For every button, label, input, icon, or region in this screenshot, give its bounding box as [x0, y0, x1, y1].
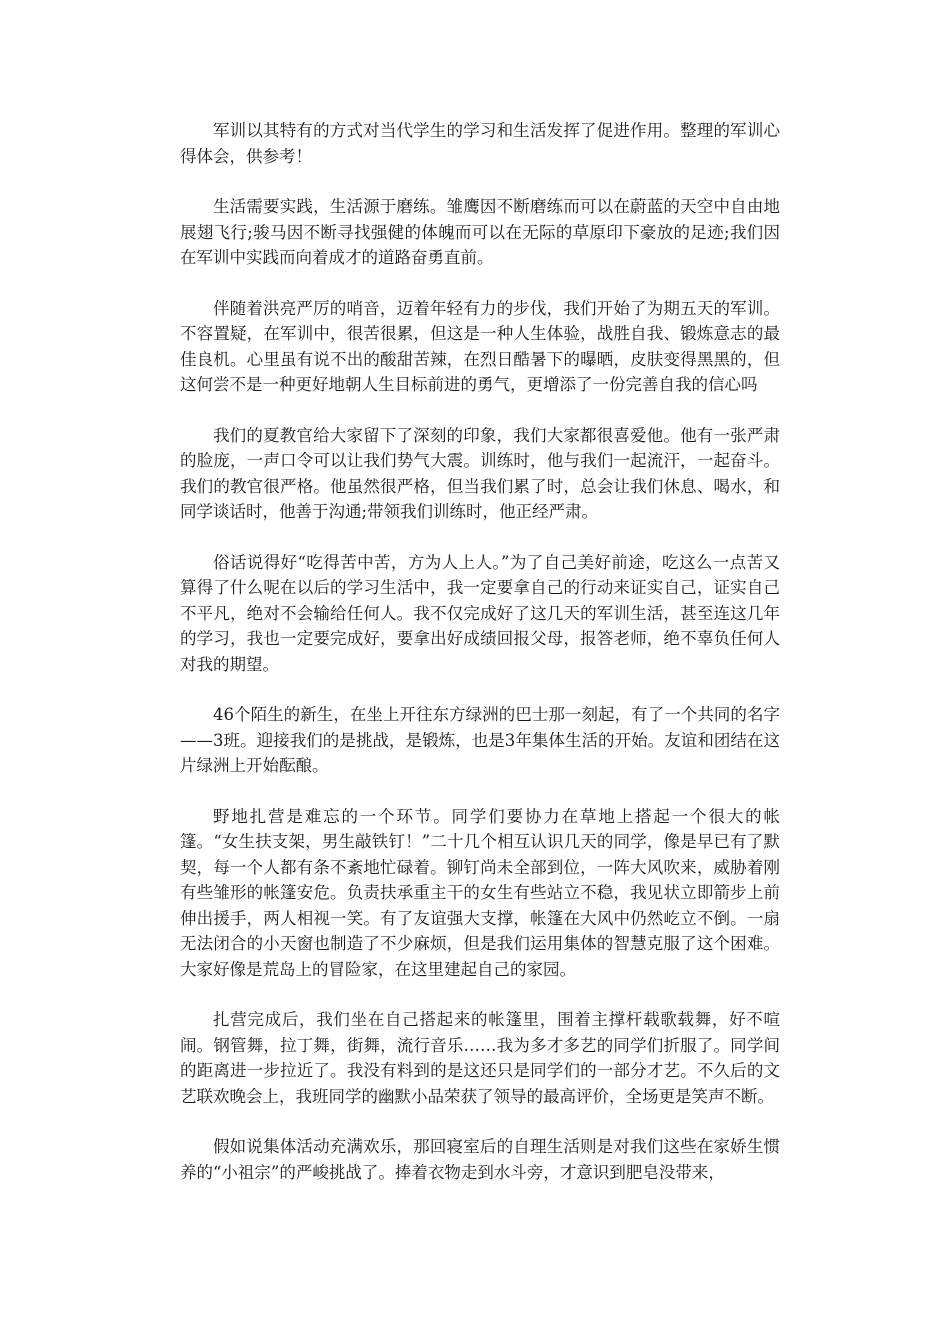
paragraph-class-three: 46个陌生的新生，在坐上开往东方绿洲的巴士那一刻起，有了一个共同的名字——3班。迎接我们的是挑战，是锻炼，也是3年集体生活的开始。友谊和团结在这片绿洲上开始酝酿。	[180, 705, 780, 775]
paragraph-instructor: 我们的夏教官给大家留下了深刻的印象，我们大家都很喜爱他。他有一张严肃的脸庞，一声口令可以让我们势气大震。训练时，他与我们一起流汗，一起奋斗。我们的教官很严格。他虽然很严格，但当我们累了时，总会让我们休息、喝水，和同学谈话时，他善于沟通;带领我们训练时，他正经严肃。	[180, 425, 780, 521]
paragraph-proverb: 俗话说得好“吃得苦中苦，方为人上人。”为了自己美好前途，吃这么一点苦又算得了什么呢在以后的学习生活中，我一定要拿自己的行动来证实自己，证实自己不平凡，绝对不会输给任何人。我不仅完成好了这几天的军训生活，甚至连这几年的学习，我也一定要完成好，要拿出好成绩回报父母，报答老师，绝不辜负任何人对我的期望。	[180, 552, 780, 674]
paragraph-practice: 生活需要实践，生活源于磨练。雏鹰因不断磨练而可以在蔚蓝的天空中自由地展翅飞行;骏马因不断寻找强健的体魄而可以在无际的草原印下豪放的足迹;我们因在军训中实践而向着成才的道路奋勇直前。	[180, 197, 780, 267]
paragraph-tent-party: 扎营完成后，我们坐在自己搭起来的帐篷里，围着主撑杆载歌载舞，好不喧闹。钢管舞，拉丁舞，街舞，流行音乐……我为多才多艺的同学们折服了。同学间的距离进一步拉近了。我没有料到的是这还只是同学们的一部分才艺。不久后的文艺联欢晚会上，我班同学的幽默小品荣获了领导的最高评价，全场更是笑声不断。	[180, 1010, 780, 1106]
paragraph-camping: 野地扎营是难忘的一个环节。同学们要协力在草地上搭起一个很大的帐篷。“女生扶支架，男生敲铁钉！”二十几个相互认识几天的同学，像是早已有了默契，每一个人都有条不紊地忙碌着。铆钉尚未全部到位，一阵大风吹来，威胁着刚有些雏形的帐篷安危。负责扶承重主干的女生有些站立不稳，我见状立即箭步上前伸出援手，两人相视一笑。有了友谊强大支撑，帐篷在大风中仍然屹立不倒。一扇无法闭合的小天窗也制造了不少麻烦，但是我们运用集体的智慧克服了这个困难。大家好像是荒岛上的冒险家，在这里建起自己的家园。	[180, 806, 780, 979]
document-body	[180, 118, 780, 1210]
paragraph-intro: 军训以其特有的方式对当代学生的学习和生活发挥了促进作用。整理的军训心得体会，供参考！	[180, 121, 780, 166]
paragraph-whistle: 伴随着洪亮严厉的哨音，迈着年轻有力的步伐，我们开始了为期五天的军训。不容置疑，在军训中，很苦很累，但这是一种人生体验，战胜自我、锻炼意志的最佳良机。心里虽有说不出的酸甜苦辣，在烈日酷暑下的曝晒，皮肤变得黑黑的，但这何尝不是一种更好地朝人生目标前进的勇气，更增添了一份完善自我的信心吗	[180, 298, 780, 394]
paragraph-dorm-life: 假如说集体活动充满欢乐，那回寝室后的自理生活则是对我们这些在家娇生惯养的“小祖宗”的严峻挑战了。捧着衣物走到水斗旁，才意识到肥皂没带来，	[180, 1137, 780, 1182]
